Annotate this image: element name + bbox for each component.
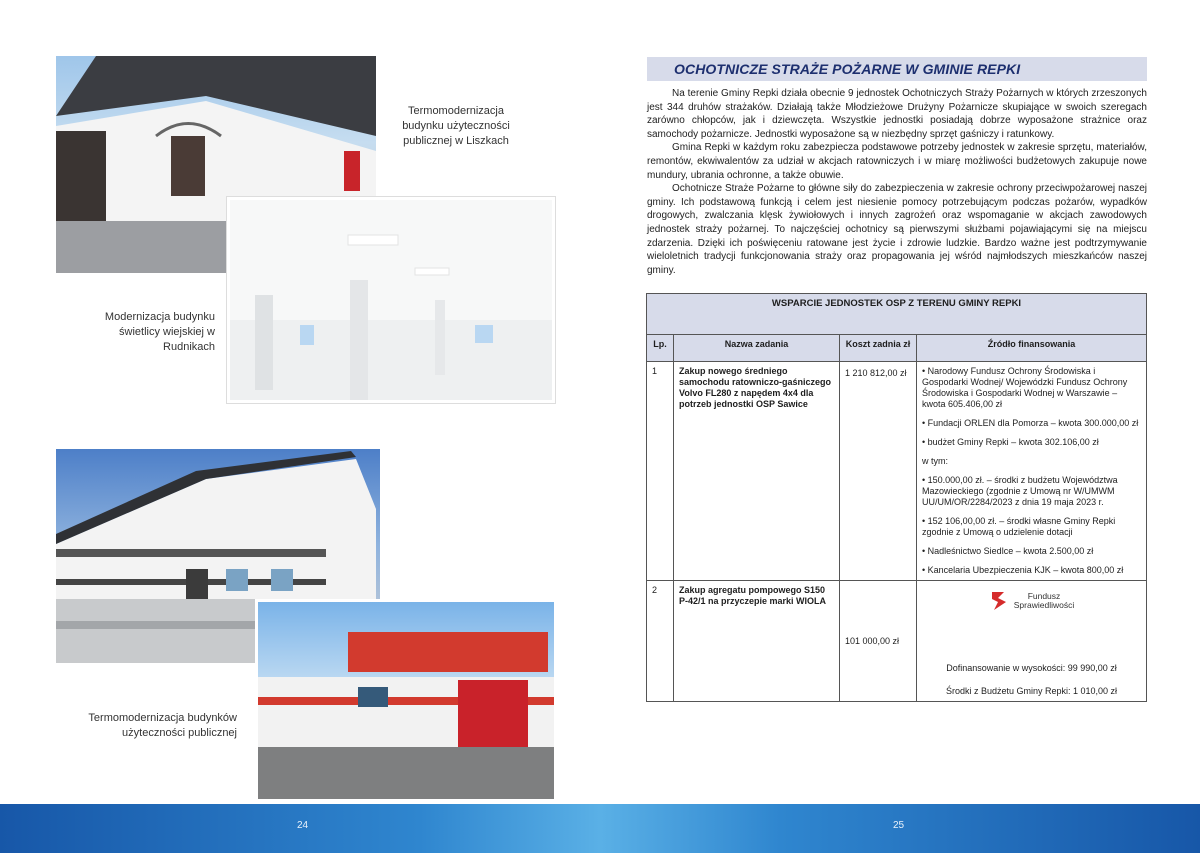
fundusz-sprawiedliwosci-logo-icon bbox=[989, 589, 1011, 613]
caption-rudniki: Modernizacja budynku świetlicy wiejskiej w Rudnikach bbox=[104, 311, 215, 353]
source-item: • 152 106,00,00 zł. – środki własne Gminy Repki zgodnie z Umową o udzielenie dotacji bbox=[922, 516, 1116, 537]
source-item: • budżet Gminy Repki – kwota 302.106,00 zł bbox=[922, 437, 1099, 447]
cell-lp: 2 bbox=[647, 581, 674, 702]
column-header-source: Źródło finansowania bbox=[917, 335, 1147, 362]
paragraph: Na terenie Gminy Repki działa obecnie 9 jednostek Ochotniczych Straży Pożarnych w których zrzeszonych jest 344 druhów strażaków. Działają także Młodzieżowe Drużyny Pożarnicze skupiające w swoich szeregach zarówno chłopców, jak i dziewczęta. Wszystkie jednostki posiadają dobrze wyposażone strażnice oraz samochody pożarnicze. Jednostki wyposażone są w niezbędny sprzęt gaśniczy i ratunkowy. bbox=[647, 88, 1147, 140]
column-header-task: Nazwa zadania bbox=[674, 335, 840, 362]
section-title: OCHOTNICZE STRAŻE POŻARNE W GMINIE REPKI bbox=[674, 61, 1021, 77]
source-item: • Fundacji ORLEN dla Pomorza – kwota 300.000,00 zł bbox=[922, 418, 1139, 428]
cell-lp: 1 bbox=[647, 362, 674, 581]
cell-sources bbox=[917, 362, 1147, 581]
column-header-lp: Lp. bbox=[647, 335, 674, 362]
cell-cost: 101 000,00 zł bbox=[840, 581, 917, 702]
table-title: WSPARCIE JEDNOSTEK OSP Z TERENU GMINY REPKI bbox=[647, 294, 1147, 335]
cell-cost: 1 210 812,00 zł bbox=[840, 362, 917, 581]
caption-liszki: Termomodernizacja budynku użyteczności publicznej w Liszkach bbox=[402, 105, 510, 147]
logo-text bbox=[1014, 592, 1074, 610]
page-number-left: 24 bbox=[297, 820, 309, 831]
photo-hall-rudniki bbox=[227, 197, 555, 403]
source-item: • Kancelaria Ubezpieczenia KJK – kwota 800,00 zł bbox=[922, 565, 1124, 575]
article-body bbox=[647, 87, 1147, 277]
cell-sources bbox=[917, 581, 1147, 702]
source-item: Środki z Budżetu Gminy Repki: 1 010,00 zł bbox=[945, 686, 1118, 696]
cell-task: Zakup nowego średniego samochodu ratowniczo-gaśniczego Volvo FL280 z napędem 4x4 dla potrzeb jednostki OSP Sawice bbox=[674, 362, 840, 581]
source-item: • Nadleśnictwo Siedlce – kwota 2.500,00 zł bbox=[922, 546, 1094, 556]
column-header-cost: Koszt zadnia zł bbox=[840, 335, 917, 362]
paragraph: Ochotnicze Straże Pożarne to główne siły do zabezpieczenia w zakresie ochrony przeciwpożarowej naszej gminy. Ich podstawową funkcją i celem jest niesienie pomocy potrzebującym podczas pożarów, wypadków drogowych, zwalczania klęsk żywiołowych i innych zagrożeń oraz wspomaganie w akcjach zawodowych jednostek straży pożarnej. To najczęściej ochotnicy są pierwszymi służbami pojawiającymi się na miejscu zdarzenia. Dzięki ich poświęceniu ratowane jest życie i zdrowie ludzkie. Bardzo ważne jest podtrzymywanie wieloletnich tradycji funkcjonowania straży oraz propagowania jej wśród najmłodszych mieszkańców naszej gminy. bbox=[647, 183, 1147, 276]
funding-table bbox=[646, 293, 1147, 702]
fundusz-logo bbox=[922, 589, 1141, 613]
table-row bbox=[647, 581, 1147, 702]
footer-band bbox=[0, 804, 1200, 853]
table-row bbox=[647, 362, 1147, 581]
caption-public-buildings: Termomodernizacja budynków użyteczności publicznej bbox=[88, 712, 237, 739]
section-title-bar bbox=[647, 57, 1147, 81]
logo-line-2: Sprawiedliwości bbox=[1013, 600, 1075, 610]
cell-task: Zakup agregatu pompowego S150 P-42/1 na przyczepie marki WIOLA bbox=[674, 581, 840, 702]
source-item: w tym: bbox=[922, 456, 948, 466]
page-number-right: 25 bbox=[893, 820, 905, 831]
source-item: • Narodowy Fundusz Ochrony Środowiska i Gospodarki Wodnej/ Wojewódzki Fundusz Ochrony Środowiska i Gospodarki Wodnej w Warszawie – kwota 605.406,00 zł bbox=[922, 366, 1128, 409]
source-item: • 150.000,00 zł. – środki z budżetu Województwa Mazowieckiego (zgodnie z Umową nr W/UMWM UU/UM/OR/2284/2023 z dnia 19 maja 2023 r. bbox=[922, 475, 1118, 507]
paragraph: Gmina Repki w każdym roku zabezpiecza podstawowe potrzeby jednostek w zakresie sprzętu, materiałów, remontów, ekwiwalentów za udział w akcjach ratowniczych i w miarę możliwości budżetowych zakupuje nowe mundury, ubrania ochronne, a także obuwie. bbox=[647, 142, 1147, 181]
photo-fire-station bbox=[255, 599, 557, 802]
source-item: Dofinansowanie w wysokości: 99 990,00 zł bbox=[946, 663, 1117, 673]
logo-line-1: Fundusz bbox=[1027, 591, 1061, 601]
